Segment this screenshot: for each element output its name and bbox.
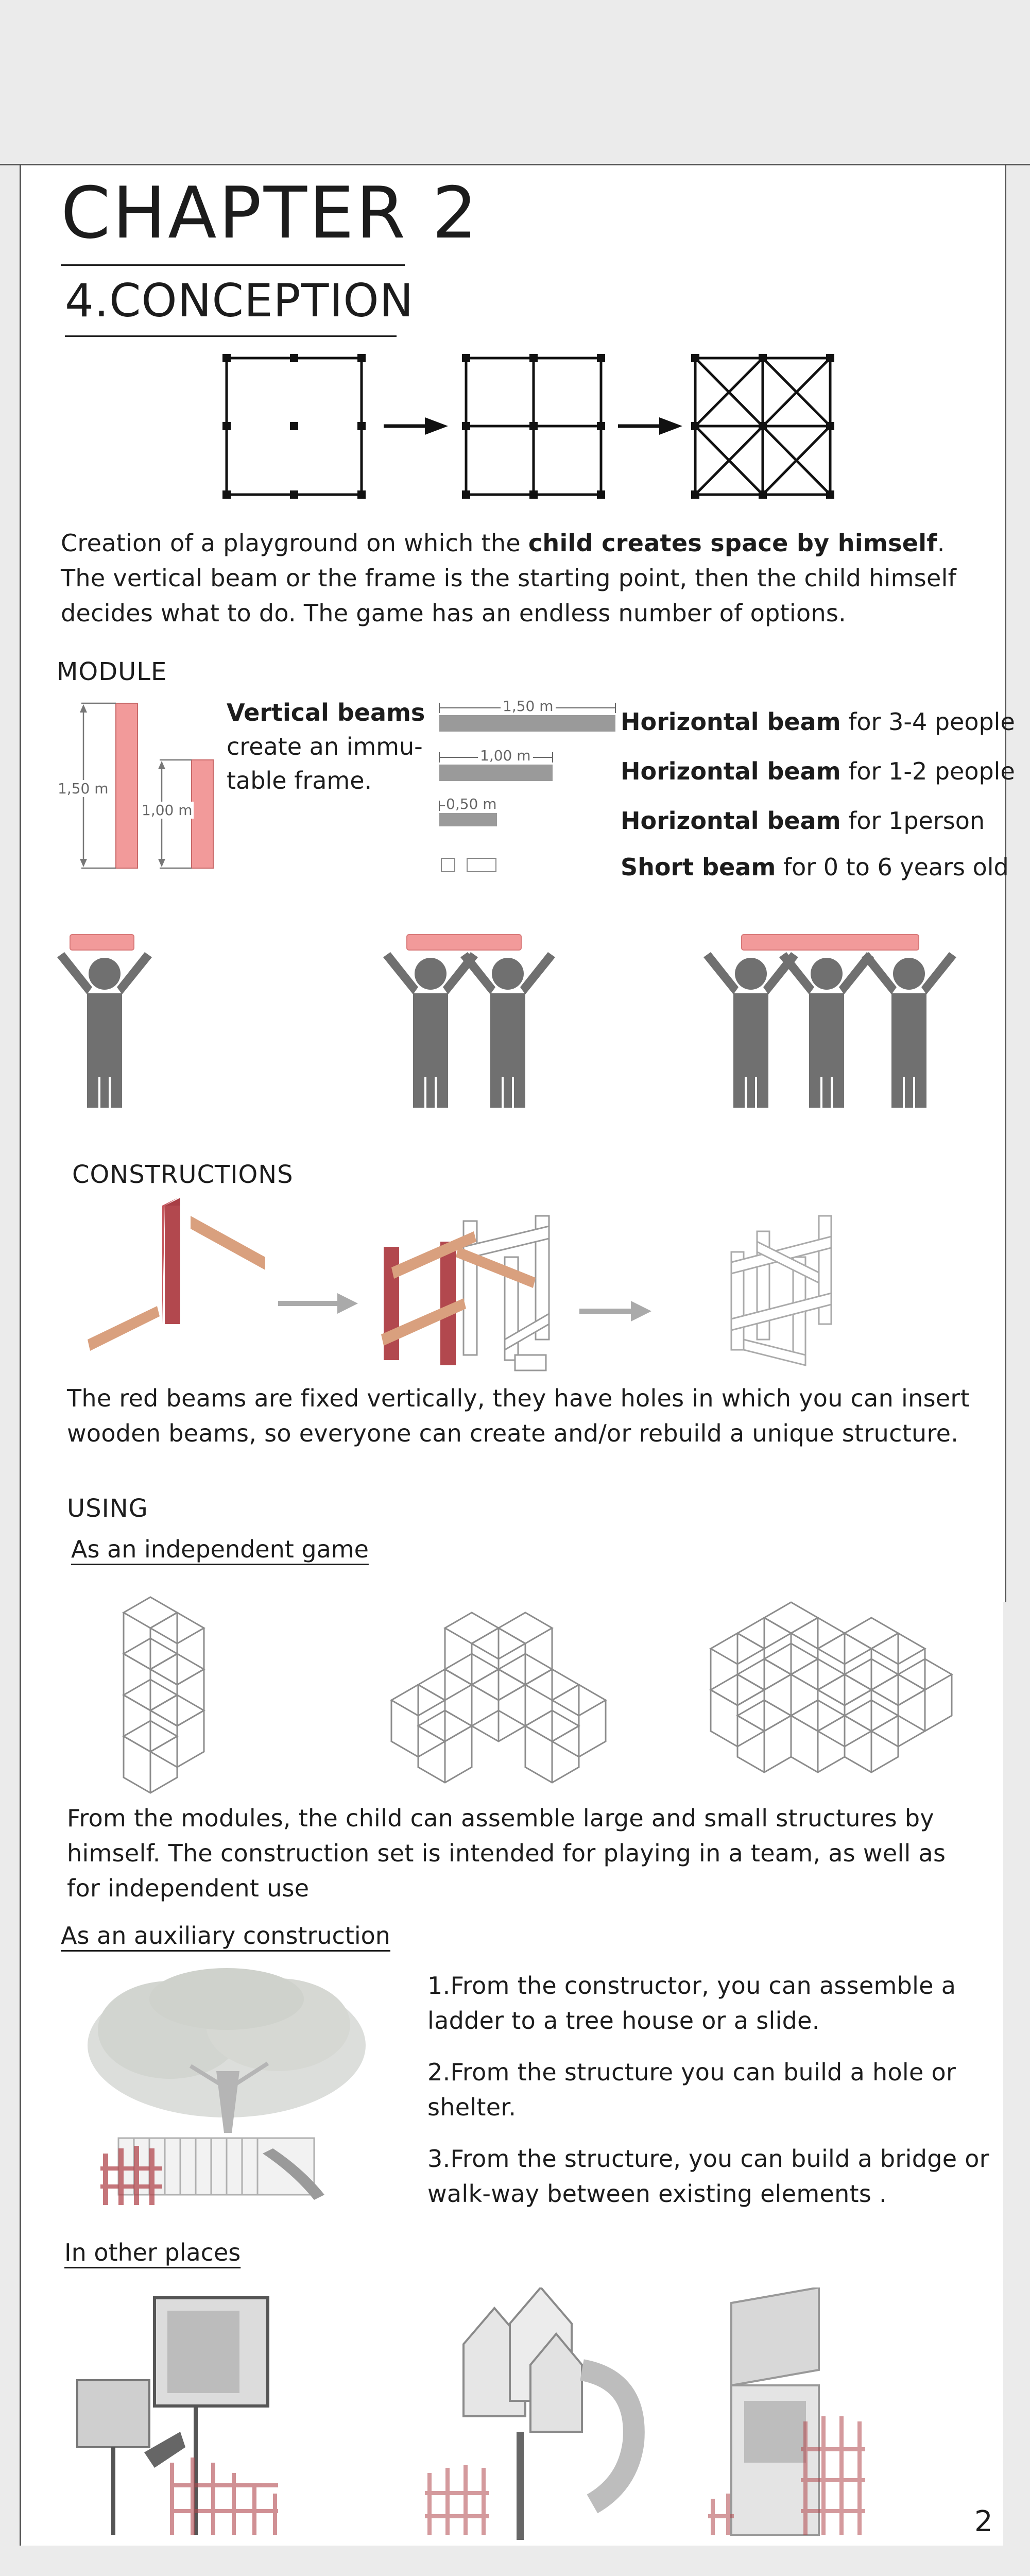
vertical-beam-tall [116,703,138,868]
beam-label-short-name: Short beam [621,853,776,881]
beam-label-050 [621,807,985,835]
bottom-margin-band [0,2546,1030,2576]
person-icon [57,952,152,1108]
horizontal-beam-dimension-100: 1,00 m [478,747,533,764]
intro-paragraph [61,526,988,631]
beam-label-short [621,853,1009,881]
construction-step-1 [88,1198,265,1351]
other-places-heading: In other places [64,2239,241,2266]
tall-wooden-cabin [708,2287,865,2535]
vertical-beam-dimension-short: 1,00 m [142,802,193,819]
constructions-heading: CONSTRUCTIONS [72,1160,294,1189]
frame-evolution-diagram [216,350,845,505]
beam-label-100 [621,757,1015,785]
auxiliary-item-1: 1.From the constructor, you can assemble a ladder to a tree house or a slide. [427,1972,956,2035]
horizontal-beams-diagram [435,697,621,882]
beam-150-carried [742,935,919,950]
independent-game-description: From the modules, the child can assemble large and small structures by himself. The construction set is intended for playing in a team, as well as for independent use [67,1804,946,1902]
beam-label-050-name: Horizontal beam [621,807,841,835]
construction-step-3 [731,1216,831,1365]
page-number: 2 [974,2505,993,2538]
section-title: 4.CONCEPTION [65,274,414,327]
vertical-beams-caption [227,696,425,798]
large-grid-structure [711,1602,952,1772]
beam-label-050-use: for 1person [840,807,985,835]
people-carrying-beams-illustration [0,933,1030,1108]
horizontal-beam-dimension-150: 1,50 m [501,698,556,715]
tree-house-illustration [77,1968,376,2215]
arrow-right-icon [579,1301,651,1321]
constructions-description: The red beams are fixed vertically, they have holes in which you can insert wooden beams, so everyone can create and/or rebuild a unique structure. [67,1384,970,1447]
person-icon [383,952,478,1108]
beam-label-100-name: Horizontal beam [621,757,841,785]
intro-text-emphasis: child creates space by himself [528,529,937,557]
horizontal-beam-150 [439,715,615,732]
person-icon [703,952,798,1108]
construction-sequence-diagram [62,1185,968,1391]
short-beam-end [441,858,455,872]
tower-structure [124,1597,204,1793]
top-margin-band [0,0,1030,165]
horizontal-beam-dimension-050: 0,50 m [446,795,497,812]
other-places-illustrations [67,2287,968,2545]
page-edge-shade [1003,1602,1030,2576]
stepped-structure [391,1613,606,1783]
vertical-beams-desc-line1: create an immu- [227,733,423,760]
chapter-title-underline [61,264,405,266]
vertical-beam-dimension-tall: 1,50 m [58,780,109,797]
beam-label-150 [621,708,1015,736]
beam-100-carried [407,935,521,950]
chapter-title: CHAPTER 2 [61,172,479,255]
independent-structures-illustration [103,1592,978,1808]
module-heading: MODULE [57,657,167,686]
intro-text-start: Creation of a playground on which the [61,529,528,557]
beam-label-short-use: for 0 to 6 years old [776,853,1009,881]
beam-label-150-name: Horizontal beam [621,708,841,736]
auxiliary-item-3: 3.From the structure, you can build a bridge or walk-way between existing elements . [427,2145,989,2208]
tree-houses-with-tube-slide [425,2287,634,2540]
arrow-right-icon [618,417,682,435]
arrow-right-icon [384,417,448,435]
intro-text-end: . The vertical beam or the frame is the starting point, then the child himself decides what to do. The game has an endless number of options. [61,529,957,627]
vertical-beam-short [192,760,213,868]
beam-label-100-use: for 1-2 people [840,757,1015,785]
arrow-right-icon [278,1293,358,1314]
person-icon [862,952,956,1108]
using-heading: USING [67,1494,148,1523]
construction-step-2 [381,1216,549,1370]
beam-label-150-use: for 3-4 people [840,708,1015,736]
person-icon [460,952,555,1108]
vertical-beams-desc-line2: table frame. [227,767,372,794]
vertical-beams-title: Vertical beams [227,699,425,726]
independent-game-heading: As an independent game [71,1535,369,1563]
horizontal-beam-100 [439,765,553,781]
cabin-on-stilts [77,2298,278,2535]
person-icon [779,952,874,1108]
auxiliary-construction-heading: As an auxiliary construction [61,1922,390,1950]
beam-050-carried [70,935,134,950]
short-beam-side [467,858,496,872]
section-title-underline [65,335,397,337]
auxiliary-list [427,1968,994,2211]
horizontal-beam-050 [439,813,497,826]
auxiliary-item-2: 2.From the structure you can build a hole or shelter. [427,2058,956,2121]
